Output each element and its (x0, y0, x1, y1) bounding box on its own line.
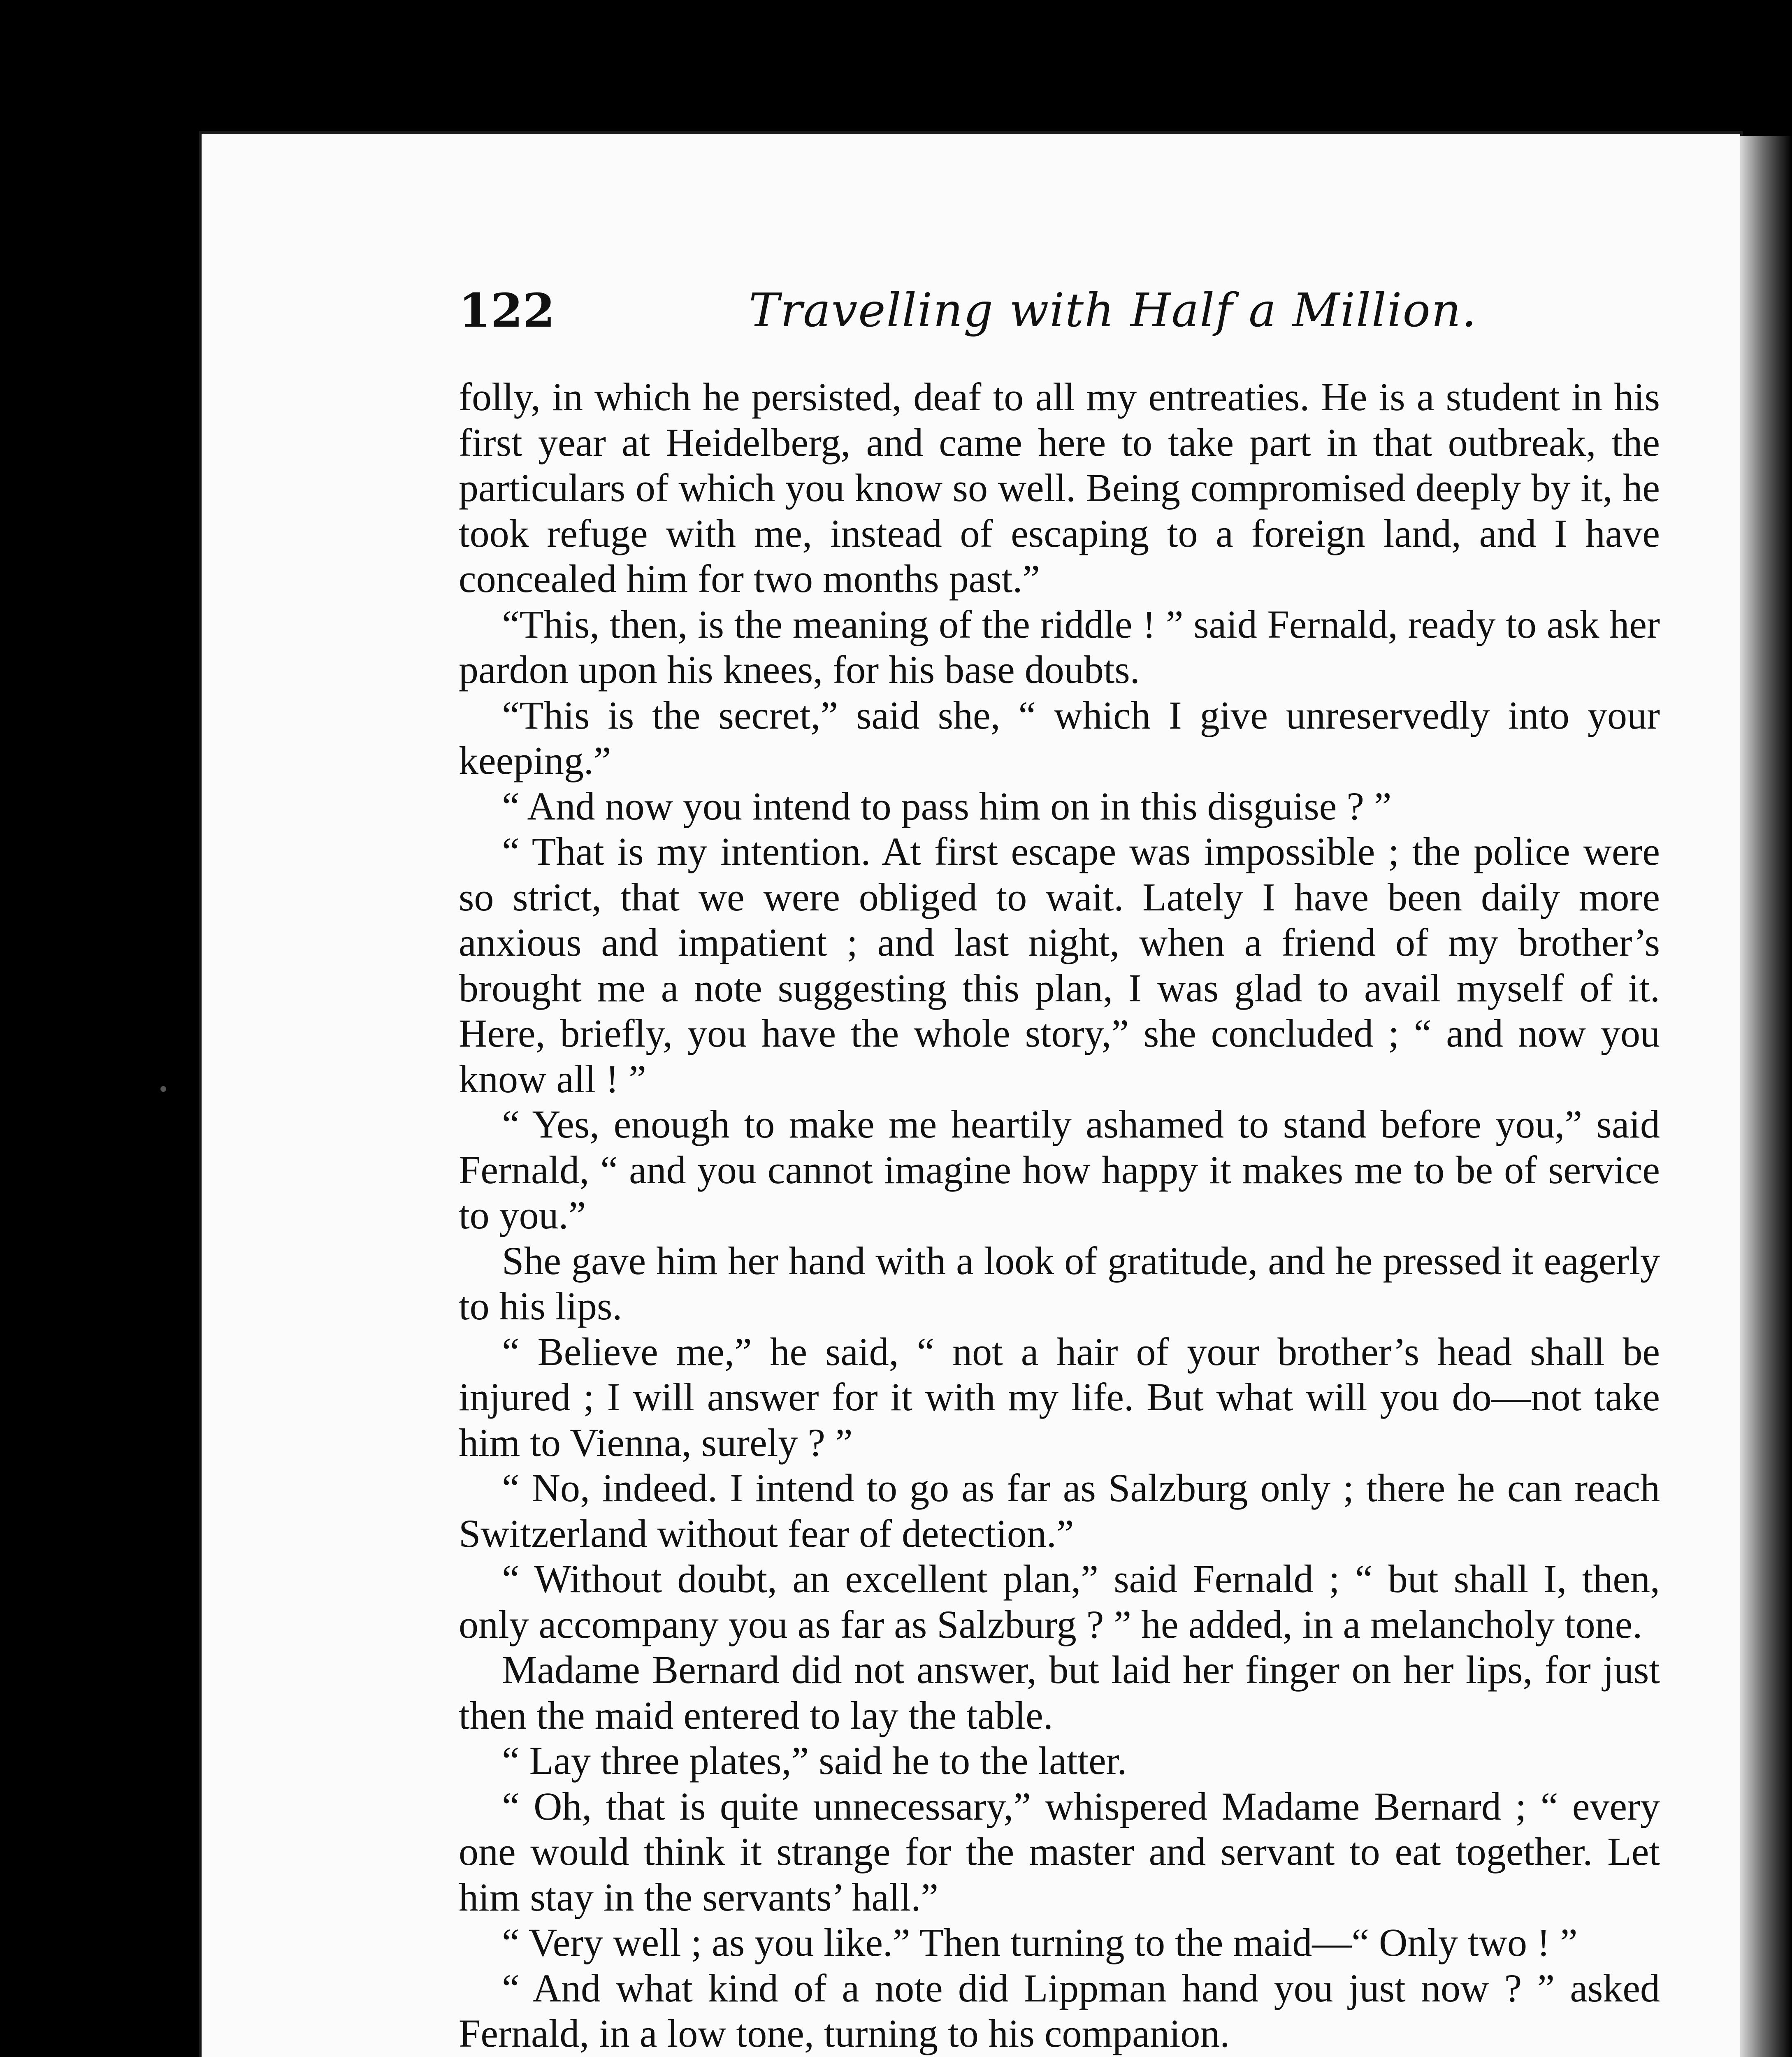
book-title: Travelling with Half a Million. (749, 284, 1477, 337)
paragraph: “ Lay three plates,” said he to the latter. (502, 1739, 1127, 1783)
paragraph: “ That is my intention. At first escape was impossible ; the police were so strict, that we were obliged to wait. Lately I have been daily more anxious and impatient ; and last night, when a friend of my brother’s brought me a note suggesting this plan, I was glad to avail myself of it. Here, briefly, you have the whole story,” she concluded ; “ and now you know all ! ” (459, 829, 1660, 1101)
paragraph: “ Yes, enough to make me heartily ashamed to stand before you,” said Fernald, “ and you cannot imagine how happy it makes me to be of service to you.” (459, 1102, 1660, 1237)
paragraph: “ Oh, that is quite unnecessary,” whispered Madame Bernard ; “ every one would think it strange for the master and servant to eat together. Let him stay in the servants’ hall.” (459, 1784, 1660, 1919)
paragraph: “ And now you intend to pass him on in this disguise ? ” (502, 784, 1392, 828)
paragraph: “ And what kind of a note did Lippman hand you just now ? ” asked Fernald, in a low tone, turning to his companion. (459, 1966, 1660, 2055)
running-head (459, 284, 1689, 346)
page-number: 122 (459, 284, 555, 338)
scan-speck (160, 1086, 166, 1092)
paragraph: “ Believe me,” he said, “ not a hair of your brother’s head shall be injured ; I will answer for it with my life. But what will you do—not take him to Vienna, surely ? ” (459, 1329, 1660, 1465)
body-text (459, 374, 1660, 2057)
paragraph: She gave him her hand with a look of gratitude, and he pressed it eagerly to his lips. (459, 1238, 1660, 1328)
paragraph: “ No, indeed. I intend to go as far as Salzburg only ; there he can reach Switzerland without fear of detection.” (459, 1466, 1660, 1556)
page-edge-shadow (1740, 136, 1792, 2057)
paragraph: “This, then, is the meaning of the riddle ! ” said Fernald, ready to ask her pardon upon his knees, for his base doubts. (459, 602, 1660, 692)
paragraph: “This is the secret,” said she, “ which I give unreservedly into your keeping.” (459, 693, 1660, 782)
paragraph: “ Very well ; as you like.” Then turning to the maid—“ Only two ! ” (502, 1920, 1578, 1964)
paragraph: Madame Bernard did not answer, but laid her finger on her lips, for just then the maid entered to lay the table. (459, 1648, 1660, 1737)
paragraph: “ Without doubt, an excellent plan,” said Fernald ; “ but shall I, then, only accompany you as far as Salzburg ? ” he added, in a melancholy tone. (459, 1557, 1660, 1646)
paragraph: folly, in which he persisted, deaf to all my entreaties. He is a student in his first year at Heidelberg, and came here to take part in that outbreak, the particulars of which you know so well. Being compromised deeply by it, he took refuge with me, instead of escaping to a foreign land, and I have concealed him for two months past.” (459, 375, 1660, 601)
